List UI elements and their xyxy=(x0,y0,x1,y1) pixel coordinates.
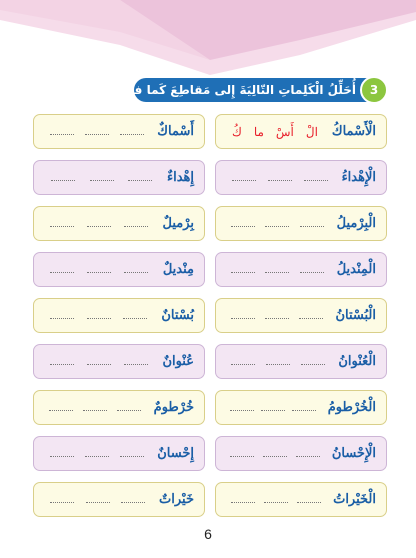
blank-line[interactable] xyxy=(231,502,255,503)
blank-line[interactable] xyxy=(124,364,148,365)
blank-line[interactable] xyxy=(49,410,73,411)
blank-line[interactable] xyxy=(231,226,255,227)
answer-box-left[interactable] xyxy=(33,160,205,195)
answer-box-left[interactable] xyxy=(33,252,205,287)
blank-line[interactable] xyxy=(231,364,255,365)
blank-line[interactable] xyxy=(87,226,111,227)
exercise-grid xyxy=(33,114,387,517)
blank-lines[interactable] xyxy=(226,174,334,181)
blank-line[interactable] xyxy=(85,134,109,135)
answer-box-left[interactable] xyxy=(33,114,205,149)
word-indefinite: إِحْسانٌ xyxy=(157,446,194,461)
answer-box-right[interactable] xyxy=(215,206,387,241)
blank-line[interactable] xyxy=(296,456,320,457)
blank-line[interactable] xyxy=(120,456,144,457)
answer-box-right[interactable] xyxy=(215,344,387,379)
blank-lines[interactable] xyxy=(44,174,159,181)
blank-line[interactable] xyxy=(51,180,75,181)
blank-line[interactable] xyxy=(230,456,254,457)
word-indefinite: خَيْراتٌ xyxy=(159,492,194,507)
word-definite: الْمِنْديلُ xyxy=(336,262,376,277)
example-syllable: الْ xyxy=(305,124,318,139)
blank-line[interactable] xyxy=(87,318,111,319)
blank-line[interactable] xyxy=(300,226,324,227)
blank-line[interactable] xyxy=(128,180,152,181)
answer-box-left[interactable] xyxy=(33,298,205,333)
answer-box-right[interactable] xyxy=(215,252,387,287)
blank-line[interactable] xyxy=(230,410,254,411)
blank-lines[interactable] xyxy=(44,450,149,457)
answer-box-right[interactable] xyxy=(215,160,387,195)
word-definite: الْإِحْسانُ xyxy=(331,446,376,461)
blank-lines[interactable] xyxy=(44,496,151,503)
blank-line[interactable] xyxy=(87,272,111,273)
example-syllables xyxy=(226,125,324,139)
blank-line[interactable] xyxy=(301,364,325,365)
blank-lines[interactable] xyxy=(44,358,154,365)
blank-line[interactable] xyxy=(265,226,289,227)
answer-box-right[interactable] xyxy=(215,390,387,425)
blank-line[interactable] xyxy=(231,272,255,273)
blank-line[interactable] xyxy=(50,272,74,273)
answer-box-left[interactable] xyxy=(33,390,205,425)
blank-line[interactable] xyxy=(121,502,145,503)
blank-line[interactable] xyxy=(265,318,289,319)
word-definite: الْبِرْميلُ xyxy=(336,216,376,231)
blank-line[interactable] xyxy=(85,456,109,457)
word-definite: الْأَسْماكُ xyxy=(331,124,376,139)
blank-lines[interactable] xyxy=(226,450,324,457)
answer-box-right[interactable] xyxy=(215,114,387,149)
blank-line[interactable] xyxy=(117,410,141,411)
blank-line[interactable] xyxy=(292,410,316,411)
blank-line[interactable] xyxy=(261,410,285,411)
blank-line[interactable] xyxy=(263,456,287,457)
word-indefinite: إِهْداءٌ xyxy=(166,170,194,185)
blank-line[interactable] xyxy=(297,502,321,503)
blank-line[interactable] xyxy=(304,180,328,181)
blank-line[interactable] xyxy=(83,410,107,411)
instruction-banner xyxy=(81,78,386,102)
blank-line[interactable] xyxy=(268,180,292,181)
blank-line[interactable] xyxy=(232,180,256,181)
answer-box-left[interactable] xyxy=(33,344,205,379)
blank-lines[interactable] xyxy=(226,404,320,411)
answer-box-left[interactable] xyxy=(33,482,205,517)
header-decoration xyxy=(0,0,416,75)
blank-line[interactable] xyxy=(123,318,147,319)
blank-line[interactable] xyxy=(124,272,148,273)
blank-lines[interactable] xyxy=(226,496,325,503)
blank-lines[interactable] xyxy=(44,220,154,227)
page-number: 6 xyxy=(204,526,212,542)
blank-line[interactable] xyxy=(87,364,111,365)
word-indefinite: أَسْماكٌ xyxy=(157,124,194,139)
blank-line[interactable] xyxy=(90,180,114,181)
word-definite: الْإِهْداءُ xyxy=(341,170,376,185)
word-definite: الْبُسْتانُ xyxy=(335,308,376,323)
word-definite: الْخَيْراتُ xyxy=(333,492,376,507)
word-indefinite: بِرْميلٌ xyxy=(162,216,194,231)
blank-lines[interactable] xyxy=(226,220,329,227)
blank-line[interactable] xyxy=(120,134,144,135)
blank-lines[interactable] xyxy=(226,358,330,365)
answer-box-left[interactable] xyxy=(33,206,205,241)
example-syllable: كُ xyxy=(232,124,242,139)
word-indefinite: خُرْطومٌ xyxy=(153,400,194,415)
example-syllable: ما xyxy=(253,124,264,139)
word-indefinite: عُنْوانٌ xyxy=(162,354,194,369)
blank-line[interactable] xyxy=(50,226,74,227)
blank-line[interactable] xyxy=(231,318,255,319)
blank-line[interactable] xyxy=(50,134,74,135)
blank-lines[interactable] xyxy=(226,312,327,319)
answer-box-right[interactable] xyxy=(215,298,387,333)
example-syllable: أَسْ xyxy=(275,124,294,139)
blank-lines[interactable] xyxy=(226,266,329,273)
blank-line[interactable] xyxy=(299,318,323,319)
word-indefinite: بُسْتانٌ xyxy=(161,308,194,323)
blank-line[interactable] xyxy=(50,502,74,503)
word-indefinite: مِنْديلٌ xyxy=(162,262,194,277)
blank-lines[interactable] xyxy=(44,404,146,411)
blank-line[interactable] xyxy=(50,364,74,365)
blank-lines[interactable] xyxy=(44,128,149,135)
blank-line[interactable] xyxy=(86,502,110,503)
blank-line[interactable] xyxy=(50,456,74,457)
blank-line[interactable] xyxy=(124,226,148,227)
blank-line[interactable] xyxy=(50,318,74,319)
blank-lines[interactable] xyxy=(44,266,155,273)
word-definite: الْعُنْوانُ xyxy=(338,354,376,369)
blank-line[interactable] xyxy=(266,364,290,365)
blank-line[interactable] xyxy=(300,272,324,273)
answer-box-left[interactable] xyxy=(33,436,205,471)
blank-lines[interactable] xyxy=(44,312,153,319)
exercise-number-badge: 3 xyxy=(360,76,388,104)
blank-line[interactable] xyxy=(265,272,289,273)
word-definite: الْخُرْطومُ xyxy=(327,400,376,415)
blank-line[interactable] xyxy=(264,502,288,503)
instruction-text: أُحَلِّلُ الْكَلِماتِ التّالِيَةَ إِلى مَقاطِعَ كَما في الْمِثالِ xyxy=(81,83,356,97)
answer-box-right[interactable] xyxy=(215,482,387,517)
answer-box-right[interactable] xyxy=(215,436,387,471)
